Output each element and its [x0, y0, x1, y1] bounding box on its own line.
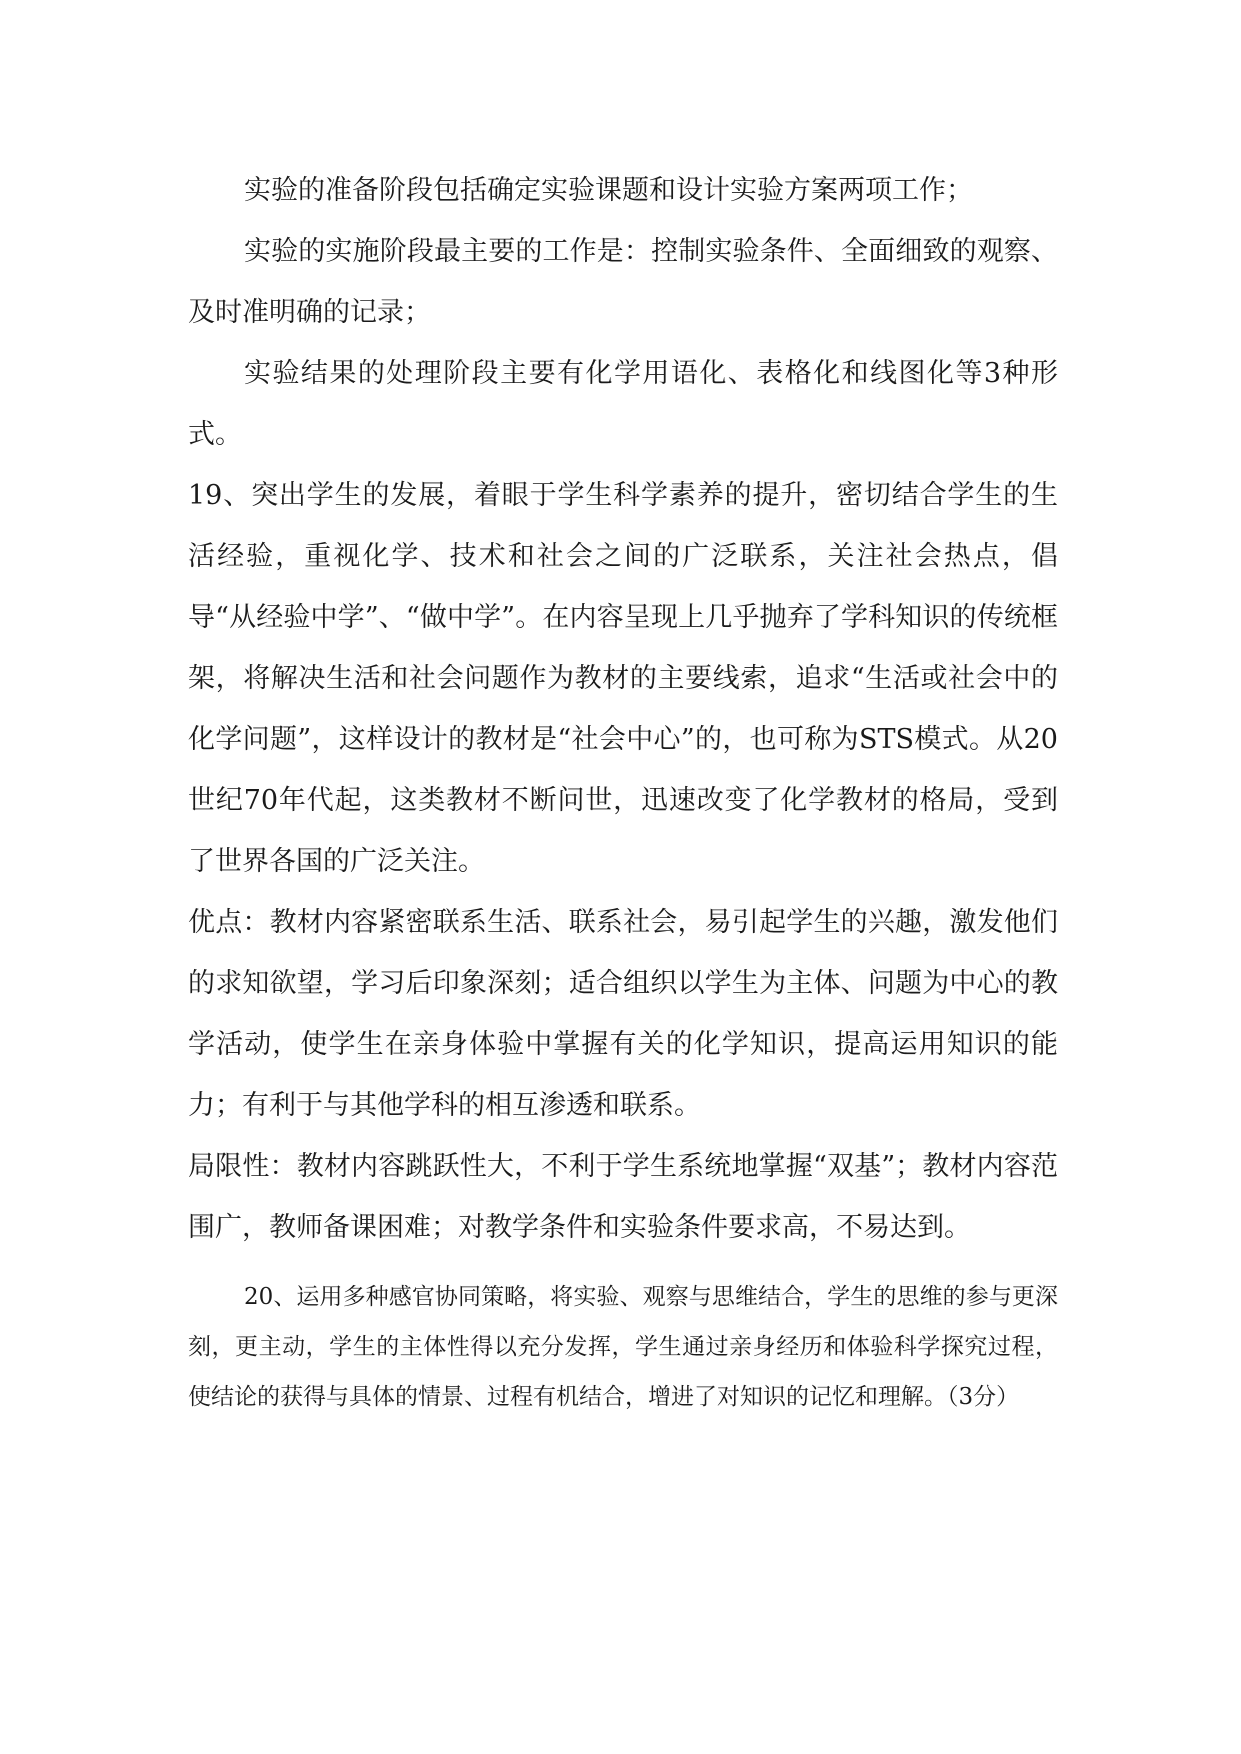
paragraph-experiment-implementation: 实验的实施阶段最主要的工作是：控制实验条件、全面细致的观察、及时准明确的记录；	[188, 236, 1058, 328]
paragraph-experiment-preparation: 实验的准备阶段包括确定实验课题和设计实验方案两项工作；	[244, 175, 973, 206]
paragraph-experiment-results: 实验结果的处理阶段主要有化学用语化、表格化和线图化等3种形式。	[188, 358, 1058, 450]
document-body	[188, 160, 1058, 1422]
paragraph-advantages: 优点：教材内容紧密联系生活、联系社会，易引起学生的兴趣，激发他们的求知欲望，学习后印象深刻；适合组织以学生为主体、问题为中心的教学活动，使学生在亲身体验中掌握有关的化学知识，提高运用知识的能力；有利于与其他学科的相互渗透和联系。	[188, 907, 1058, 1121]
paragraph-answer-19: 19、突出学生的发展，着眼于学生科学素养的提升，密切结合学生的生活经验，重视化学、技术和社会之间的广泛联系，关注社会热点，倡导“从经验中学”、“做中学”。在内容呈现上几乎抛弃了学科知识的传统框架，将解决生活和社会问题作为教材的主要线索，追求“生活或社会中的化学问题”，这样设计的教材是“社会中心”的，也可称为STS模式。从20世纪70年代起，这类教材不断问世，迅速改变了化学教材的格局，受到了世界各国的广泛关注。	[188, 480, 1058, 877]
paragraph-answer-20: 20、运用多种感官协同策略，将实验、观察与思维结合，学生的思维的参与更深刻，更主动，学生的主体性得以充分发挥，学生通过亲身经历和体验科学探究过程，使结论的获得与具体的情景、过程有机结合，增进了对知识的记忆和理解。（3分）	[188, 1284, 1058, 1410]
paragraph-limitations: 局限性：教材内容跳跃性大，不利于学生系统地掌握“双基”；教材内容范围广，教师备课困难；对教学条件和实验条件要求高，不易达到。	[188, 1151, 1058, 1243]
